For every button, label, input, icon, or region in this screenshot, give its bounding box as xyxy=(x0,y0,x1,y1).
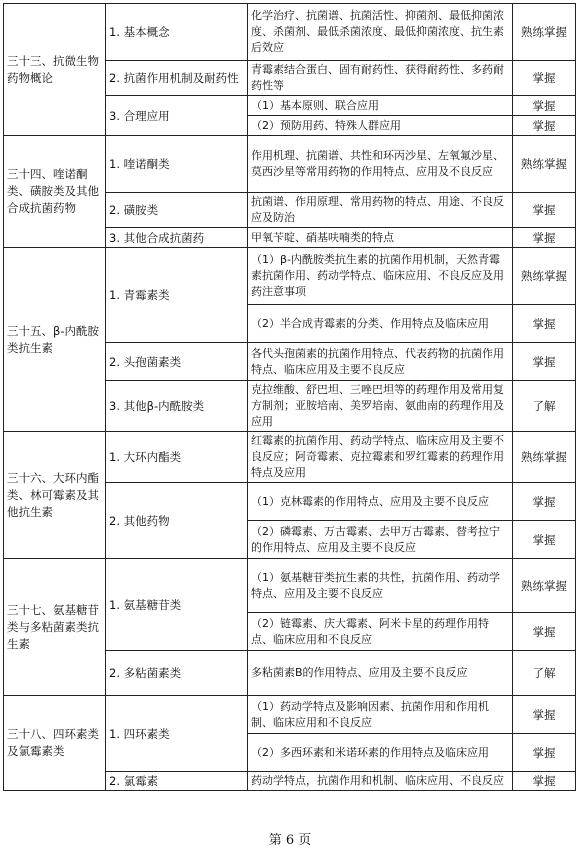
unit-title: 三十六、大环内酯类、林可霉素及其他抗生素 xyxy=(4,432,106,559)
knowledge-point: 甲氧苄啶、硝基呋喃类的特点 xyxy=(248,228,513,248)
subunit-name: 1. 青霉素类 xyxy=(106,248,248,343)
knowledge-point: （2）预防用药、特殊人群应用 xyxy=(248,116,513,136)
subunit-name: 1. 基本概念 xyxy=(106,4,248,61)
requirement-level: 了解 xyxy=(513,381,576,432)
knowledge-point: （2）链霉素、庆大霉素、阿米卡星的药理作用特点、临床应用和不良反应 xyxy=(248,613,513,651)
unit-title: 三十八、四环素类及氯霉素类 xyxy=(4,696,106,791)
syllabus-table xyxy=(3,3,576,791)
table-row xyxy=(4,248,576,305)
requirement-level: 掌握 xyxy=(513,772,576,791)
subunit-name: 2. 氯霉素 xyxy=(106,772,248,791)
knowledge-point: 克拉维酸、舒巴坦、三唑巴坦等的药理作用及常用复方制剂；亚胺培南、美罗培南、氨曲南的药理作用及应用 xyxy=(248,381,513,432)
subunit-name: 3. 合理应用 xyxy=(106,96,248,136)
requirement-level: 掌握 xyxy=(513,521,576,559)
table-row xyxy=(4,696,576,734)
requirement-level: 掌握 xyxy=(513,228,576,248)
subunit-name: 1. 大环内酯类 xyxy=(106,432,248,483)
requirement-level: 熟练掌握 xyxy=(513,432,576,483)
subunit-name: 1. 喹诺酮类 xyxy=(106,136,248,193)
subunit-name: 2. 其他药物 xyxy=(106,483,248,559)
table-row xyxy=(4,4,576,61)
table-row xyxy=(4,432,576,483)
unit-title: 三十四、喹诺酮类、磺胺类及其他合成抗菌药物 xyxy=(4,136,106,248)
subunit-name: 1. 四环素类 xyxy=(106,696,248,772)
subunit-name: 2. 抗菌作用机制及耐药性 xyxy=(106,61,248,96)
unit-title: 三十三、抗微生物药物概论 xyxy=(4,4,106,136)
requirement-level: 掌握 xyxy=(513,305,576,343)
requirement-level: 掌握 xyxy=(513,696,576,734)
requirement-level: 掌握 xyxy=(513,96,576,116)
subunit-name: 2. 多粘菌素类 xyxy=(106,651,248,696)
knowledge-point: （2）多西环素和米诺环素的作用特点及临床应用 xyxy=(248,734,513,772)
page-number: 第 6 页 xyxy=(268,833,312,848)
subunit-name: 1. 氨基糖苷类 xyxy=(106,559,248,651)
knowledge-point: 青霉素结合蛋白、固有耐药性、获得耐药性、多药耐药性等 xyxy=(248,61,513,96)
knowledge-point: （1）药动学特点及影响因素、抗菌作用和作用机制、临床应用和不良反应 xyxy=(248,696,513,734)
requirement-level: 熟练掌握 xyxy=(513,248,576,305)
knowledge-point: 多粘菌素B的作用特点、应用及主要不良反应 xyxy=(248,651,513,696)
requirement-level: 掌握 xyxy=(513,613,576,651)
knowledge-point: （1）基本原则、联合应用 xyxy=(248,96,513,116)
knowledge-point: （1）氨基糖苷类抗生素的共性，抗菌作用、药动学特点、应用及主要不良反应 xyxy=(248,559,513,613)
requirement-level: 掌握 xyxy=(513,483,576,521)
knowledge-point: （2）磷霉素、万古霉素、去甲万古霉素、替考拉宁的作用特点、应用及主要不良反应 xyxy=(248,521,513,559)
knowledge-point: 红霉素的抗菌作用、药动学特点、临床应用及主要不良反应；阿奇霉素、克拉霉素和罗红霉素的药理作用特点及应用 xyxy=(248,432,513,483)
unit-title: 三十七、氨基糖苷类与多粘菌素类抗生素 xyxy=(4,559,106,696)
knowledge-point: （2）半合成青霉素的分类、作用特点及临床应用 xyxy=(248,305,513,343)
requirement-level: 熟练掌握 xyxy=(513,559,576,613)
subunit-name: 3. 其他合成抗菌药 xyxy=(106,228,248,248)
knowledge-point: 作用机理、抗菌谱、共性和环丙沙星、左氧氟沙星、莫西沙星等常用药物的作用特点、应用及不良反应 xyxy=(248,136,513,193)
knowledge-point: 抗菌谱、作用原理、常用药物的特点、用途、不良反应及防治 xyxy=(248,193,513,228)
knowledge-point: 药动学特点，抗菌作用和机制、临床应用、不良反应 xyxy=(248,772,513,791)
unit-title: 三十五、β-内酰胺类抗生素 xyxy=(4,248,106,432)
knowledge-point: （1）克林霉素的作用特点、应用及主要不良反应 xyxy=(248,483,513,521)
table-row xyxy=(4,136,576,193)
requirement-level: 掌握 xyxy=(513,61,576,96)
subunit-name: 2. 头孢菌素类 xyxy=(106,343,248,381)
requirement-level: 熟练掌握 xyxy=(513,136,576,193)
knowledge-point: 各代头孢菌素的抗菌作用特点、代表药物的抗菌作用特点、临床应用及主要不良反应 xyxy=(248,343,513,381)
requirement-level: 掌握 xyxy=(513,734,576,772)
subunit-name: 3. 其他β-内酰胺类 xyxy=(106,381,248,432)
requirement-level: 了解 xyxy=(513,651,576,696)
syllabus-page xyxy=(3,3,575,824)
knowledge-point: （1）β-内酰胺类抗生素的抗菌作用机制，天然青霉素抗菌作用、药动学特点、临床应用、不良反应及用药注意事项 xyxy=(248,248,513,305)
knowledge-point: 化学治疗、抗菌谱、抗菌活性、抑菌剂、最低抑菌浓度、杀菌剂、最低杀菌浓度、最低抑菌浓度、抗生素后效应 xyxy=(248,4,513,61)
requirement-level: 熟练掌握 xyxy=(513,4,576,61)
requirement-level: 掌握 xyxy=(513,193,576,228)
table-row xyxy=(4,559,576,613)
requirement-level: 掌握 xyxy=(513,343,576,381)
requirement-level: 掌握 xyxy=(513,116,576,136)
subunit-name: 2. 磺胺类 xyxy=(106,193,248,228)
